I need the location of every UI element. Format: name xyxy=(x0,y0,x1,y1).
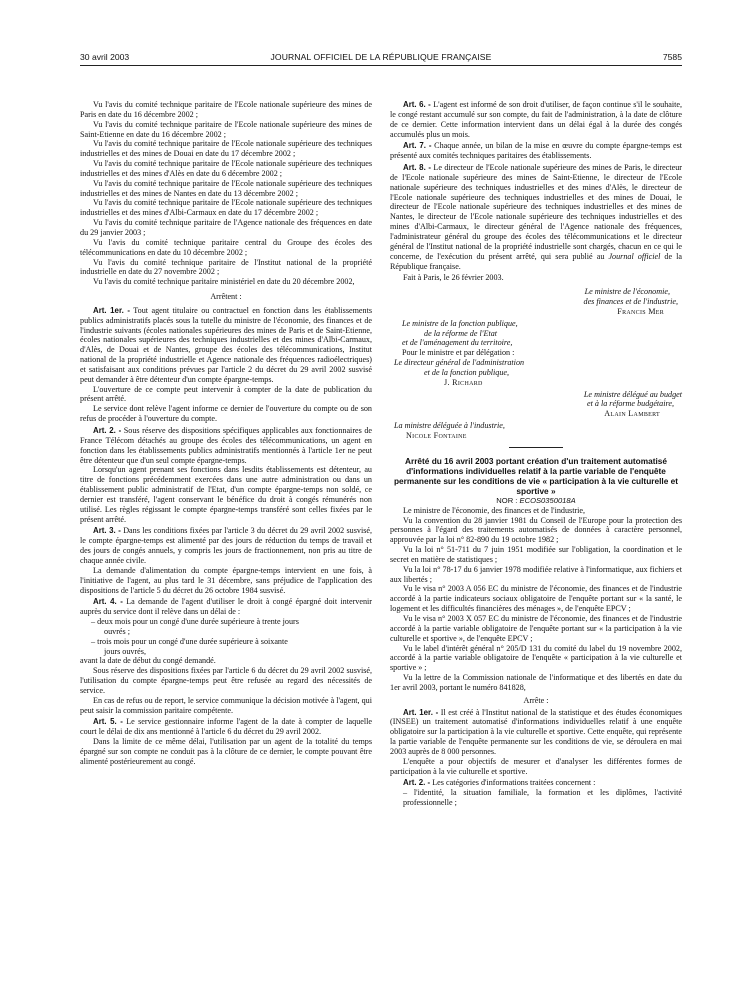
section-divider xyxy=(509,447,563,449)
right-column xyxy=(390,100,682,808)
article-label: Art. 7. - xyxy=(403,141,432,151)
article-4: Art. 4. - La demande de l'agent d'utiliser le droit à congé épargné doit intervenir auprès du service dont il relève dans un délai de : xyxy=(80,597,373,617)
nor-reference: NOR : ECOS0350018A xyxy=(496,495,576,505)
article-2: Art. 2. - Sous réserve des dispositions spécifiques applicables aux fonctionnaires de France Télécom détachés au groupe des écoles des télécommunications, un agent en fonction dans les établissements publics administratifs mentionnés à l'article 1er ne peut être détenteur que d'un seul compte épargne-temps. xyxy=(80,426,372,465)
visa: Vu le visa n° 2003 A 056 EC du ministre de l'économie, des finances et de l'industrie accordé à la partie indicateurs sociaux obligatoire de l'enquête portant sur « la santé, le logement et les difficultés financières des ménages », de l'enquête EPCV ; xyxy=(390,584,682,614)
article-label: Art. 1er. - xyxy=(403,707,439,717)
article-label: Art. 8. - xyxy=(403,163,431,173)
paragraph: En cas de refus ou de report, le service communique la décision motivée à l'agent, qui peut saisir la commission paritaire compétente. xyxy=(80,695,372,715)
signatory-name: Francis Mer xyxy=(617,306,664,316)
signatory-name: J. Richard xyxy=(444,377,483,387)
signature-block-2: Le ministre de la fonction publique, de la réforme de l'Etat et de l'aménagement du territoire, Pour le ministre et par délégation : Le directeur général de l'administration et de la fonction publique, J. Richard xyxy=(390,319,682,388)
paragraph: L'enquête a pour objectifs de mesurer et d'analyser les différentes formes de participation à la vie culturelle et sportive. xyxy=(390,756,682,776)
visa: Vu le visa n° 2003 X 057 EC du ministre de l'économie, des finances et de l'industrie accordé à la partie variable obligatoire de l'enquête portant sur « la participation à la vie culturelle et sportive », de l'enquête EPCV ; xyxy=(390,613,682,643)
visa: Vu l'avis du comité technique paritaire central du Groupe des écoles des télécommunications en date du 10 décembre 2002 ; xyxy=(80,237,372,257)
visa: Vu l'avis du comité technique paritaire ministériel en date du 20 décembre 2002, xyxy=(93,277,355,287)
signature-block-1: Le ministre de l'économie, des finances et de l'industrie, Francis Mer xyxy=(390,287,682,317)
decree-article-2: Art. 2. - Les catégories d'informations traitées concernent : xyxy=(403,778,596,788)
header-page-number: 7585 xyxy=(662,52,682,62)
paragraph: avant la date de début du congé demandé. xyxy=(80,656,216,666)
visa: Vu l'avis du comité technique paritaire de l'Agence nationale des fréquences en date du 29 janvier 2003 ; xyxy=(80,218,372,237)
decree-article-1: Art. 1er. - Il est créé à l'Institut national de la statistique et des études économiques (INSEE) un traitement automatisé d'informations individuelles relatif à une enquête obligatoire sur la participation à la vie culturelle et sportive. Cette enquête, qui représente la partie variable de l'enquête permanente sur les conditions de vie, se déroulera en mai 2003 auprès de 8 000 personnes. xyxy=(390,707,683,756)
visa: Vu la loi n° 51-711 du 7 juin 1951 modifiée sur l'obligation, la coordination et le secret en matière de statistiques ; xyxy=(390,545,682,564)
visa: Vu l'avis du comité technique paritaire de l'Ecole nationale supérieure des techniques industrielles et des mines d'Alès en date du 6 décembre 2002 ; xyxy=(80,159,372,178)
visa: Vu l'avis du comité technique paritaire de l'Ecole nationale supérieure des techniques industrielles et des mines de Nantes en date du 13 décembre 2002 ; xyxy=(80,178,372,198)
article-8: Art. 8. - Le directeur de l'Ecole nationale supérieure des mines de Paris, le directeur de l'Ecole nationale supérieure des mines de Saint-Etienne, le directeur de l'Ecole nationale supérieure des techniques industrielles et des mines d'Alès, le directeur de l'Ecole nationale supérieure des techniques industrielles et des mines de Douai, le directeur de l'Ecole nationale supérieure des techniques industrielles et des mines de Nantes, le directeur de l'Ecole nationale supérieure des techniques industrielles et des mines d'Albi-Carmaux, le directeur général de l'Agence nationale des fréquences, l'administrateur général du groupe des écoles des télécommunications et le directeur général de l'Institut national de la propriété industrielle sont chargés, chacun en ce qui le concerne, de l'exécution du présent arrêté, qui sera publié au Journal officiel de la République française. xyxy=(390,163,683,271)
article-5: Art. 5. - Le service gestionnaire informe l'agent de la date à compter de laquelle court le délai de dix ans mentionné à l'article 6 du décret du 29 avril 2002. xyxy=(80,717,373,737)
signatory-name: Nicole Fontaine xyxy=(406,431,467,440)
article-label: Art. 2. - xyxy=(93,426,122,435)
decree-title: Arrêté du 16 avril 2003 portant création d'un traitement automatisé d'informations individuelles relatif à la partie variable de l'enquête permanente sur les conditions de vie « participation à la vie culturelle et sportive » xyxy=(393,455,679,496)
article-label: Art. 5. - xyxy=(93,717,123,727)
nor-code: ECOS0350018A xyxy=(519,495,576,505)
paragraph: Lorsqu'un agent prenant ses fonctions dans lesdits établissements est détenteur, au titre de fonctions précédemment exercées dans une autre administration ou dans un établissement public administratif de l'Etat, d'un compte épargne-temps non soldé, ce dernier est transféré, l'agent conservant le bénéfice du droit à congés rémunérés non utilisé. Les règles régissant le compte épargne-temps transféré sont celles fixées par le présent arrêté. xyxy=(80,465,372,524)
list-item: – l'identité, la situation familiale, la formation et les diplômes, l'activité professionnelle ; xyxy=(403,788,682,808)
paragraph: La demande d'alimentation du compte épargne-temps intervient en une fois, à l'initiative de l'agent, au plus tard le 31 décembre, sans préjudice de l'application des dispositions de l'article 5 du décret du 26 octobre 1984 susvisé. xyxy=(80,565,372,595)
article-3: Art. 3. - Dans les conditions fixées par l'article 3 du décret du 29 avril 2002 susvisé, le compte épargne-temps est alimenté par des jours de réduction du temps de travail et des jours de congés annuels, y compris les jours de fractionnement, non pris au titre de chaque année civile. xyxy=(80,526,373,565)
paragraph: Le ministre de l'économie, des finances et de l'industrie, xyxy=(403,505,586,515)
list-item: – deux mois pour un congé d'une durée supérieure à trente jours xyxy=(91,617,299,627)
fait-a-paris: Fait à Paris, le 26 février 2003. xyxy=(403,273,504,283)
signature-block-4: La ministre déléguée à l'industrie, Nicole Fontaine xyxy=(390,421,682,441)
header-date: 30 avril 2003 xyxy=(80,52,130,62)
article-7: Art. 7. - Chaque année, un bilan de la mise en œuvre du compte épargne-temps est présenté aux comités techniques paritaires des établissements. xyxy=(390,141,683,161)
page-header xyxy=(80,52,682,66)
list-item-continuation: ouvrés ; xyxy=(104,626,130,636)
article-label: Art. 2. - xyxy=(403,778,431,788)
signatory-name: Alain Lambert xyxy=(604,409,660,419)
visa: Vu l'avis du comité technique paritaire de l'Institut national de la propriété industrielle en date du 27 novembre 2002 ; xyxy=(80,257,372,277)
visa: Vu l'avis du comité technique paritaire de l'Ecole nationale supérieure des mines de Paris en date du 16 décembre 2002 ; xyxy=(80,100,372,119)
visa: Vu la loi n° 78-17 du 6 janvier 1978 modifiée relative à l'informatique, aux fichiers et aux libertés ; xyxy=(390,564,682,584)
visa: Vu l'avis du comité technique paritaire de l'Ecole nationale supérieure des techniques industrielles et des mines d'Albi-Carmaux en date du 17 décembre 2002 ; xyxy=(80,198,372,218)
visa: Vu l'avis du comité technique paritaire de l'Ecole nationale supérieure des techniques industrielles et des mines de Douai en date du 17 décembre 2002 ; xyxy=(80,139,372,159)
article-label: Art. 4. - xyxy=(93,597,123,607)
article-label: Art. 6. - xyxy=(403,100,431,109)
signature-block-3: Le ministre délégué au budget et à la réforme budgétaire, Alain Lambert xyxy=(390,390,682,420)
visa: Vu la lettre de la Commission nationale de l'informatique et des libertés en date du 1er avril 2003, portant le numéro 841828, xyxy=(390,673,682,692)
paragraph: Sous réserve des dispositions fixées par l'article 6 du décret du 29 avril 2002 susvisé, l'utilisation du compte épargne-temps peut être refusée au regard des nécessités de service. xyxy=(80,666,372,695)
arretent-heading: Arrêtent : xyxy=(210,292,242,302)
article-6: Art. 6. - L'agent est informé de son droit d'utiliser, de façon continue s'il le souhaite, le congé restant accumulé sur son compte, du fait de l'administration, à la date de clôture de ce dernier. Cette information intervient dans un délai égal à la durée des congés accumulés plus un mois. xyxy=(390,100,683,139)
article-1: Art. 1er. - Tout agent titulaire ou contractuel en fonction dans les établissements publics administratifs placés sous la tutelle du ministre de l'économie, des finances et de l'industrie suivants (écoles nationales supérieures des mines de Paris et de Saint-Etienne, écoles nationales supérieures des techniques industrielles et des mines d'Albi-Carmaux, d'Alès, de Douai et de Nantes, groupe des écoles des télécommunications, Institut national de la propriété industrielle et Agence nationale des fréquences radioélectriques) et satisfaisant aux conditions prévues par l'article 2 du décret du 29 avril 2002 susvisé peut demander à être détenteur d'un compte épargne-temps. xyxy=(80,305,372,384)
paragraph: Le service dont relève l'agent informe ce dernier de l'ouverture du compte ou de son refus de procéder à l'ouverture du compte. xyxy=(80,404,372,424)
article-label: Art. 3. - xyxy=(93,526,121,536)
left-column xyxy=(80,100,372,767)
paragraph: Dans la limite de ce même délai, l'utilisation par un agent de la totalité du temps épargné sur son compte ne conduit pas à la clôture de ce dernier, le compte pouvant être alimenté postérieurement au congé. xyxy=(80,737,372,766)
header-rule xyxy=(80,65,682,66)
visa: Vu l'avis du comité technique paritaire de l'Ecole nationale supérieure des mines de Saint-Etienne en date du 16 décembre 2002 ; xyxy=(80,119,372,139)
list-item: – trois mois pour un congé d'une durée supérieure à soixante xyxy=(91,636,288,646)
article-label: Art. 1er. - xyxy=(93,305,130,315)
list-item-continuation: jours ouvrés, xyxy=(104,646,146,656)
visa: Vu la convention du 28 janvier 1981 du Conseil de l'Europe pour la protection des personnes à l'égard des traitements automatisés de données à caractère personnel, approuvée par la loi n° 82-890 du 19 octobre 1982 ; xyxy=(390,515,682,545)
paragraph: L'ouverture de ce compte peut intervenir à compter de la date de publication du présent arrêté. xyxy=(80,384,372,404)
arrete-heading: Arrête : xyxy=(523,695,549,705)
visa: Vu le label d'intérêt général n° 205/D 131 du comité du label du 19 novembre 2002, accordé à la partie variable obligatoire de l'enquête « participation à la vie culturelle et sportive » ; xyxy=(390,643,682,673)
header-journal-title: JOURNAL OFFICIEL DE LA RÉPUBLIQUE FRANÇAISE xyxy=(270,52,492,62)
journal-officiel-ref: Journal officiel xyxy=(608,251,661,261)
